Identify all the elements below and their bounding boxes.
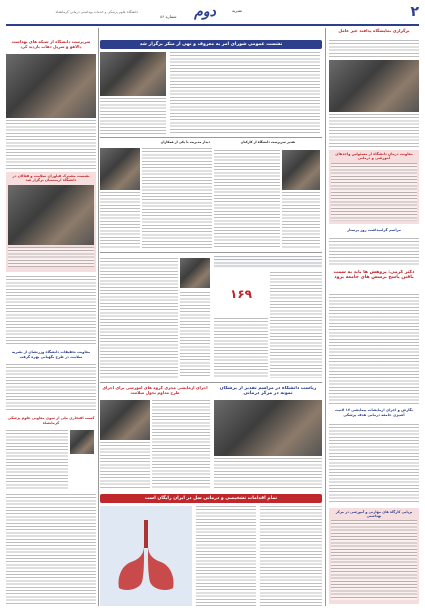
article-text: [100, 98, 166, 134]
headline-appreciation: تقدیر سرپرست دانشگاه از کارکنان: [240, 140, 296, 144]
portrait-photo: [70, 430, 94, 454]
headline-national-honor: کسب افتخاری ملی از سوی معاونی علوم پزشکی کرمانشاه: [7, 416, 95, 425]
armenia-photo: [8, 185, 94, 245]
meeting-photo: [100, 52, 166, 96]
article-text: [329, 114, 419, 148]
lungs-icon: [111, 516, 181, 596]
headline-doctors: ریاست دانشگاه در مراسم تقدیر از پزشکان نمونه در مرکز درمانی: [219, 386, 317, 397]
visit-photo: [6, 54, 96, 118]
armenia-box: [6, 172, 96, 272]
hotline-number-icon: ۱۶۹: [230, 287, 252, 301]
article-text: [214, 256, 322, 268]
article-text: [6, 494, 96, 606]
issue-number: شماره ۸۶: [160, 14, 177, 19]
lungs-illustration: [100, 506, 192, 606]
person-photo: [282, 150, 320, 190]
column-divider: [98, 28, 99, 606]
article-text: [196, 506, 256, 606]
headline-passive-defense: برگزاری نمایشگاه پدافند غیر عامل: [338, 28, 410, 33]
article-text: [270, 272, 322, 378]
article-text: [214, 458, 322, 488]
headline-research: معاونت تحقیقات دانشگاه وزرتشان از نشریه سلامت در طرح نگهبانی بهره گرفت: [11, 350, 91, 359]
treatment-box: [329, 150, 419, 224]
article-text: [214, 150, 280, 248]
colleague-photo: [100, 148, 140, 190]
issue-label: نشریه: [232, 8, 243, 13]
article-text: [100, 192, 140, 248]
article-text: [180, 292, 210, 378]
header-rule: [6, 24, 419, 26]
article-text: [142, 148, 212, 248]
header-subtitle: دانشگاه علوم پزشکی و خدمات بهداشتی درمانی کرمانشاه: [55, 10, 138, 14]
headline-nursing: مراسم گرامیداشت روز پرستار: [346, 228, 402, 232]
banner-tb-free: تمام اقدامات تشخیصی و درمانی سل در ایران رایگان است: [100, 494, 322, 503]
headline-dalahoo-visit: سرپرست دانشگاه از شبکه های بهداشت دالاهو و سرپل ذهاب بازدید کرد: [11, 40, 91, 49]
section-rule: [100, 252, 322, 253]
section-rule: [100, 382, 322, 383]
article-text: [282, 192, 320, 248]
hotline-strip: [214, 256, 322, 268]
headline-pilot: اجرای آزمایشی مجزی گروه های آموزشی برای اجرای طرح مداوم تحول سلامت: [102, 386, 208, 395]
article-text: [100, 258, 178, 378]
headline-meeting-colleague: دیدار مدیریت با یکی از همکاران: [160, 140, 210, 144]
page-number: ۲: [410, 4, 419, 20]
section-rule: [100, 137, 322, 138]
hotline-graphic: [214, 272, 268, 316]
article-text: [6, 120, 96, 170]
masthead-logo: [182, 3, 228, 21]
column-divider: [325, 28, 326, 606]
article-text: [170, 52, 320, 134]
banner-amr-be-maroof: نشست عمومی شورای امر به معروف و نهی از منکر برگزار شد: [100, 40, 322, 49]
headline-armenia: نشست مشترک فناوران سلامت و فعالان در دانشگاه ارمنستان برگزار شد: [12, 174, 90, 183]
article-text: [329, 294, 419, 404]
ceremony-photo: [214, 400, 322, 456]
article-text: [214, 318, 268, 378]
speaker-photo: [180, 258, 210, 288]
article-text: [6, 276, 96, 346]
article-text: [329, 40, 419, 58]
headline-dr-karami: دکتر کرمی: پزوهش ها باید به سمت یافتن پاسخ برسش های جامعه برود: [333, 270, 415, 281]
exhibition-photo: [329, 60, 419, 112]
workshop-box: [329, 508, 419, 604]
article-text: [8, 247, 94, 267]
article-text: [331, 163, 417, 221]
headline-survey: نگارش و اجرای آزمایشات پیمایشی ۱۷ لاتیت آشپزی جامعه درمانی هدف پزشکی: [335, 408, 413, 417]
group-photo: [100, 400, 150, 440]
logo-text: دوم: [194, 4, 216, 20]
article-text: [6, 430, 68, 490]
article-text: [331, 520, 417, 600]
headline-workshop: برپایی کارگاه های مهارتی و آموزشی در مرکز بهداشتی: [335, 510, 413, 519]
article-text: [100, 442, 150, 488]
article-text: [260, 506, 322, 606]
article-text: [329, 238, 419, 266]
article-text: [329, 424, 419, 504]
article-text: [6, 364, 96, 412]
article-text: [152, 400, 210, 488]
headline-treatment: معاونت درمان دانشگاه از مسئولین واحدهای آموزشی و درمانی: [335, 152, 413, 161]
